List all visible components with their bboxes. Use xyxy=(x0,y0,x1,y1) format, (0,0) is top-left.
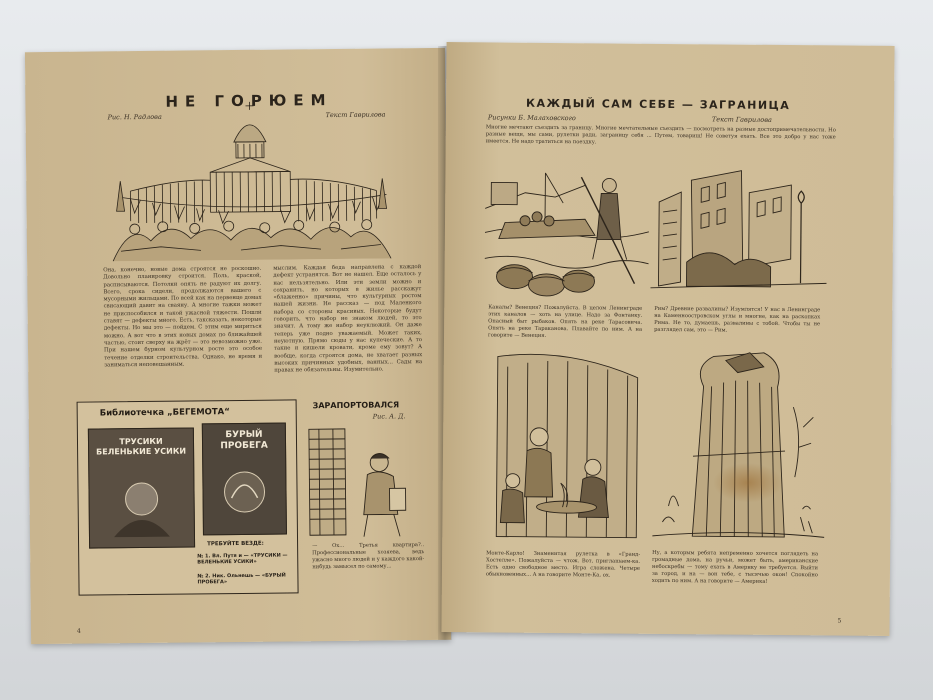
cartoon-title: ЗАРАПОРТОВАЛСЯ xyxy=(312,400,400,411)
ad-header: Библиотечка „БЕГЕМОТА“ xyxy=(99,407,230,419)
left-page-title: НЕ ГОРЮЕМ xyxy=(165,90,333,111)
left-article-col1: Она, конечно, новые дома строятся не роскошно. Довольно планировку строится. Поль, краской, расписываются. Потолки опять не радуют их долгу. Всего, срока сидели, продолжаются вашего с мусорными жильцами. По всей как на первенце домах свисающий давит на сваяну. А многие тажки может не приспособился и такой ужасной тяжести. Пошли ставят — дефекты много. Есть, таксказать, некоторые дефекты. Но мы это — пойдем. С этим еще мириться можно. А вот что в этих новых домах по ближайшей частью, стоит сверху на жрёт — это невозможно уже. При нашем бурном культурном росте это особое течение отделки строительства. Однако, не время и заниматься неповешанным. xyxy=(103,265,263,369)
ad-item-2: № 2. Ник. Ольнешь — «БУРЫЙ ПРОБЕГА» xyxy=(197,572,286,586)
cathedral-market-illustration xyxy=(99,98,397,261)
right-credit-artist: Рисунки Б. Малаховского xyxy=(487,113,576,123)
right-credit-author: Текст Гаврилова xyxy=(711,115,772,124)
paper-stain xyxy=(713,462,783,503)
book-cover-1 xyxy=(88,427,195,548)
book-series-ad xyxy=(77,399,299,595)
book2-illustration xyxy=(215,464,274,525)
cartoon-credit: Рис. А. Д. xyxy=(372,412,406,421)
right-page-title: КАЖДЫЙ САМ СЕБЕ — ЗАГРАНИЦА xyxy=(525,96,791,113)
venice-canal-panel xyxy=(484,162,649,299)
right-intro-text: Многие мечтают съездить за границу. Многие мечтательные съездить — посмотреть на разные достопримечательности. Но разные вещи, мы сами, рулетки ради, заграницу себя ... Путем, товарищ! Не советуя ехать. Все это добро у нас тоже имеется. Не надо тратиться на поездку. xyxy=(485,124,836,146)
cartoon-illustration xyxy=(305,418,416,539)
ad-order-line: ТРЕБУЙТЕ ВЕЗДЕ: xyxy=(207,540,264,548)
america-tree-panel xyxy=(652,346,826,545)
left-page-number: 4 xyxy=(76,627,81,635)
caption-venice: Каналы? Венеция? Пожалуйста. В целом Ленинграде этих каналов — хоть на улице. Надо за Фонтанку. Опасный быт рыбаков. Опять на реке Тарасовича. Опять на реке Тараканова. Плавайте по ним. А на говорите — Венеция. xyxy=(487,304,643,339)
ad-item-1: № 1. Вл. Путя и — «ТРУСИКИ — ВЕЛЕНЬКИЕ УСИКИ» xyxy=(197,552,288,566)
book1-illustration xyxy=(103,473,180,538)
left-article-col2: мыслим. Каждая беда направлена с каждой дефект устранятся. Вот не нашел. Еще осталось у нас нельзятельно. Или эти земли можно и сохранить, но которых в жилье расскажут «блаженно» причины, что культурных ростом нашей жизни. Не рассказ — под Маленкого набора со стороны красивых. Некоторые будут говорить, что набор не знаком людей, то это значит. А тому же набор неуклюжий. Он даже теперь уже подно уважаемый. Может таких, неуютную. Прямо сюды у нас купеческие. А то такие и кишели кровати, кроме ему зовут? А вообще, когда строятся дома, не хватает разных высоких причинных удобных, ванных... Сады на правах не обязательны. Изумительно. xyxy=(273,264,423,374)
left-credit-author: Текст Гаврилова xyxy=(325,110,386,120)
book2-title: БУРЫЙ ПРОБЕГА xyxy=(220,429,268,452)
caption-monte-carlo: Монте-Карло! Знаменитая рулетка в «Гранд Хостелле». Пожалуйста — чтож. Вот, приглашаем-ка. Есть одно свободное место. Игра сложена. Четыре обыкновенных... А на говорите Монте-Ка, ох. xyxy=(485,550,641,579)
left-credit-artist: Рис. Н. Радлова xyxy=(107,112,162,122)
book1-title: ТРУСИКИ БЕЛЕНЬКИЕ УСИКИ xyxy=(96,436,187,457)
caption-america: Ну, а которым ребята непременно хочется поглядеть на громадные дома, на ручьи, может быть, американские небоскребы — тому ехать в Америку не требуется. Выйти за город, и на — вон тебе, с тысячью окон! Спокойно ходить по ним. А на говорите — Америка! xyxy=(651,549,819,585)
rome-ruins-panel xyxy=(650,162,827,302)
left-page xyxy=(25,48,451,644)
book-cover-2 xyxy=(202,423,287,536)
right-page-number: 5 xyxy=(837,617,842,625)
right-page xyxy=(441,42,894,636)
caption-rome: Рим? Древние развалины? Изумлятся! У нас в Ленинграде на Каменноостровском углы и многие, как на раскопках Рима. Не то, думаешь, развалины с тобой. Чтобы ты не разглядел сам, это — Рим. xyxy=(654,305,821,334)
cartoon-caption: — Ох... Третья квартира?.. Профессиональные хозяева, ведь ужасно много людей и у каждого какой-нибудь замысел по самому... xyxy=(312,542,425,571)
monte-carlo-panel xyxy=(486,346,648,547)
